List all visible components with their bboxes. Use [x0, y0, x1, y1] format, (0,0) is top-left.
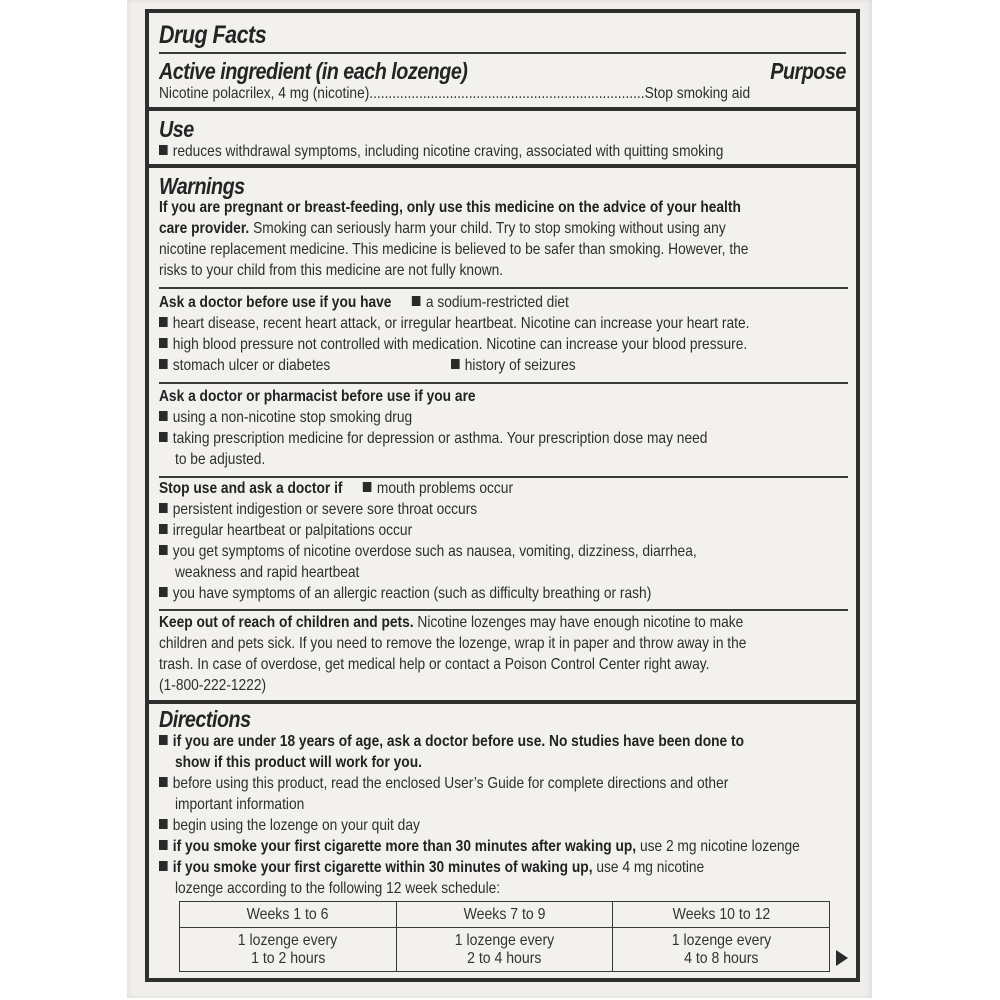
- direction-item-3: [159, 817, 420, 835]
- keep-out-line-1: [159, 614, 743, 632]
- direction-bold: if you smoke your first cigarette within 30 minutes of waking up,: [172, 859, 593, 876]
- bullet-icon: [159, 524, 168, 534]
- ask-doctor-row-3: [159, 336, 747, 354]
- bullet-icon: [159, 819, 168, 829]
- stop-use-text: you have symptoms of an allergic reaction (such as difficulty breathing or rash): [172, 585, 652, 602]
- stop-use-item: [159, 543, 697, 561]
- stop-use-text: you get symptoms of nicotine overdose such as nausea, vomiting, dizziness, diarrhea,: [172, 543, 697, 560]
- dosing-schedule-table: [179, 901, 830, 972]
- warnings-subdivider: [159, 287, 848, 289]
- ask-pharmacist-item: [159, 409, 412, 427]
- warnings-subdivider: [159, 382, 848, 384]
- pregnancy-warning-line-1: If you are pregnant or breast-feeding, only use this medicine on the advice of your health: [159, 199, 741, 216]
- direction-text: if you are under 18 years of age, ask a doctor before use. No studies have been done to: [172, 733, 744, 750]
- directions-heading: Directions: [159, 706, 251, 732]
- section-divider: [149, 164, 856, 168]
- ask-doctor-heading: Ask a doctor before use if you have: [159, 294, 392, 311]
- stop-use-item: [159, 501, 477, 519]
- schedule-dose-row: [180, 928, 830, 972]
- bullet-icon: [159, 411, 168, 421]
- stop-use-item: [159, 585, 651, 603]
- use-item: [159, 143, 723, 161]
- active-ingredient-row: [159, 85, 750, 103]
- warnings-heading: Warnings: [159, 173, 245, 199]
- bullet-icon: [159, 735, 168, 745]
- ask-pharmacist-text: taking prescription medicine for depression or asthma. Your prescription dose may need: [172, 430, 708, 447]
- warnings-subdivider: [159, 476, 848, 478]
- schedule-header-cell: Weeks 7 to 9: [396, 902, 613, 928]
- direction-item-1-continuation: show if this product will work for you.: [175, 754, 422, 771]
- schedule-dose-cell: 1 lozenge every 2 to 4 hours: [396, 928, 613, 972]
- ask-doctor-item: heart disease, recent heart attack, or irregular heartbeat. Nicotine can increase your heart rate.: [172, 315, 750, 332]
- schedule-header-row: [180, 902, 830, 928]
- stop-use-continuation: weakness and rapid heartbeat: [175, 564, 360, 581]
- direction-text: use 2 mg nicotine lozenge: [636, 838, 800, 855]
- keep-out-line-2: children and pets sick. If you need to remove the lozenge, wrap it in paper and throw away in the: [159, 635, 747, 652]
- stop-use-row-1: [159, 480, 513, 498]
- bullet-icon: [159, 432, 168, 442]
- bullet-icon: [159, 777, 168, 787]
- pregnancy-warning-line-4: risks to your child from this medicine are not fully known.: [159, 262, 504, 279]
- bullet-icon: [159, 545, 168, 555]
- ask-doctor-item: history of seizures: [464, 357, 576, 374]
- schedule-header-cell: Weeks 1 to 6: [180, 902, 397, 928]
- pregnancy-warning-line-3: nicotine replacement medicine. This medicine is believed to be safer than smoking. However, the: [159, 241, 749, 258]
- bullet-icon: [363, 482, 372, 492]
- section-divider: [149, 107, 856, 111]
- use-item-text: reduces withdrawal symptoms, including nicotine craving, associated with quitting smoking: [172, 143, 724, 160]
- bullet-icon: [159, 338, 168, 348]
- bullet-icon: [159, 359, 168, 369]
- bullet-icon: [159, 840, 168, 850]
- ask-doctor-row-2: [159, 315, 749, 333]
- ask-pharmacist-heading: Ask a doctor or pharmacist before use if you are: [159, 388, 476, 405]
- bullet-icon: [412, 296, 421, 306]
- direction-text: begin using the lozenge on your quit day: [172, 817, 420, 834]
- continue-arrow-icon: [836, 950, 848, 966]
- ask-doctor-row-4b: [451, 357, 576, 375]
- section-divider: [149, 700, 856, 704]
- bullet-icon: [159, 861, 168, 871]
- direction-bold: if you smoke your first cigarette more than 30 minutes after waking up,: [172, 838, 637, 855]
- ask-doctor-row-1: [159, 294, 569, 312]
- drug-facts-title: Drug Facts: [159, 21, 267, 49]
- poison-control-phone: (1-800-222-1222): [159, 677, 267, 694]
- title-divider: [159, 52, 846, 54]
- bullet-icon: [159, 587, 168, 597]
- bullet-icon: [451, 359, 460, 369]
- direction-text: use 4 mg nicotine: [592, 859, 705, 876]
- pregnancy-bold: care provider.: [159, 220, 250, 237]
- direction-item-2: [159, 775, 728, 793]
- drug-facts-panel: [145, 9, 860, 982]
- stop-use-item: mouth problems occur: [376, 480, 514, 497]
- schedule-dose-cell: 1 lozenge every 4 to 8 hours: [613, 928, 830, 972]
- ask-pharmacist-text: using a non-nicotine stop smoking drug: [172, 409, 413, 426]
- ask-doctor-item: a sodium-restricted diet: [425, 294, 569, 311]
- stop-use-item: [159, 522, 412, 540]
- use-heading: Use: [159, 116, 194, 142]
- ask-pharmacist-item: [159, 430, 707, 448]
- stop-use-heading: Stop use and ask a doctor if: [159, 480, 343, 497]
- ask-doctor-item: stomach ulcer or diabetes: [172, 357, 331, 374]
- ingredient-purpose: Stop smoking aid: [644, 85, 751, 102]
- keep-out-text: Nicotine lozenges may have enough nicotine to make: [413, 614, 744, 631]
- direction-item-4: [159, 838, 800, 856]
- ingredient-name: Nicotine polacrilex, 4 mg (nicotine): [159, 85, 370, 102]
- schedule-header-cell: Weeks 10 to 12: [613, 902, 830, 928]
- active-ingredient-heading: Active ingredient (in each lozenge): [159, 58, 468, 84]
- direction-item-5-continuation: lozenge according to the following 12 week schedule:: [175, 880, 501, 897]
- schedule-dose-cell: 1 lozenge every 1 to 2 hours: [180, 928, 397, 972]
- stop-use-text: irregular heartbeat or palpitations occur: [172, 522, 413, 539]
- pregnancy-text: Smoking can seriously harm your child. Try to stop smoking without using any: [249, 220, 726, 237]
- bullet-icon: [159, 145, 168, 155]
- keep-out-bold: Keep out of reach of children and pets.: [159, 614, 414, 631]
- direction-item-2-continuation: important information: [175, 796, 305, 813]
- pregnancy-warning-line-2: [159, 220, 726, 238]
- keep-out-line-3: trash. In case of overdose, get medical help or contact a Poison Control Center right away.: [159, 656, 710, 673]
- warnings-subdivider: [159, 609, 848, 611]
- purpose-heading: Purpose: [770, 58, 846, 84]
- ask-doctor-item: high blood pressure not controlled with medication. Nicotine can increase your blood pressure.: [172, 336, 748, 353]
- ask-pharmacist-continuation: to be adjusted.: [175, 451, 266, 468]
- stop-use-text: persistent indigestion or severe sore throat occurs: [172, 501, 478, 518]
- bullet-icon: [159, 503, 168, 513]
- direction-item-1: [159, 733, 744, 751]
- direction-text: before using this product, read the enclosed User’s Guide for complete directions and other: [172, 775, 729, 792]
- direction-item-5: [159, 859, 704, 877]
- ask-doctor-row-4: [159, 357, 330, 375]
- bullet-icon: [159, 317, 168, 327]
- dot-leader: ........................................................................: [369, 85, 645, 102]
